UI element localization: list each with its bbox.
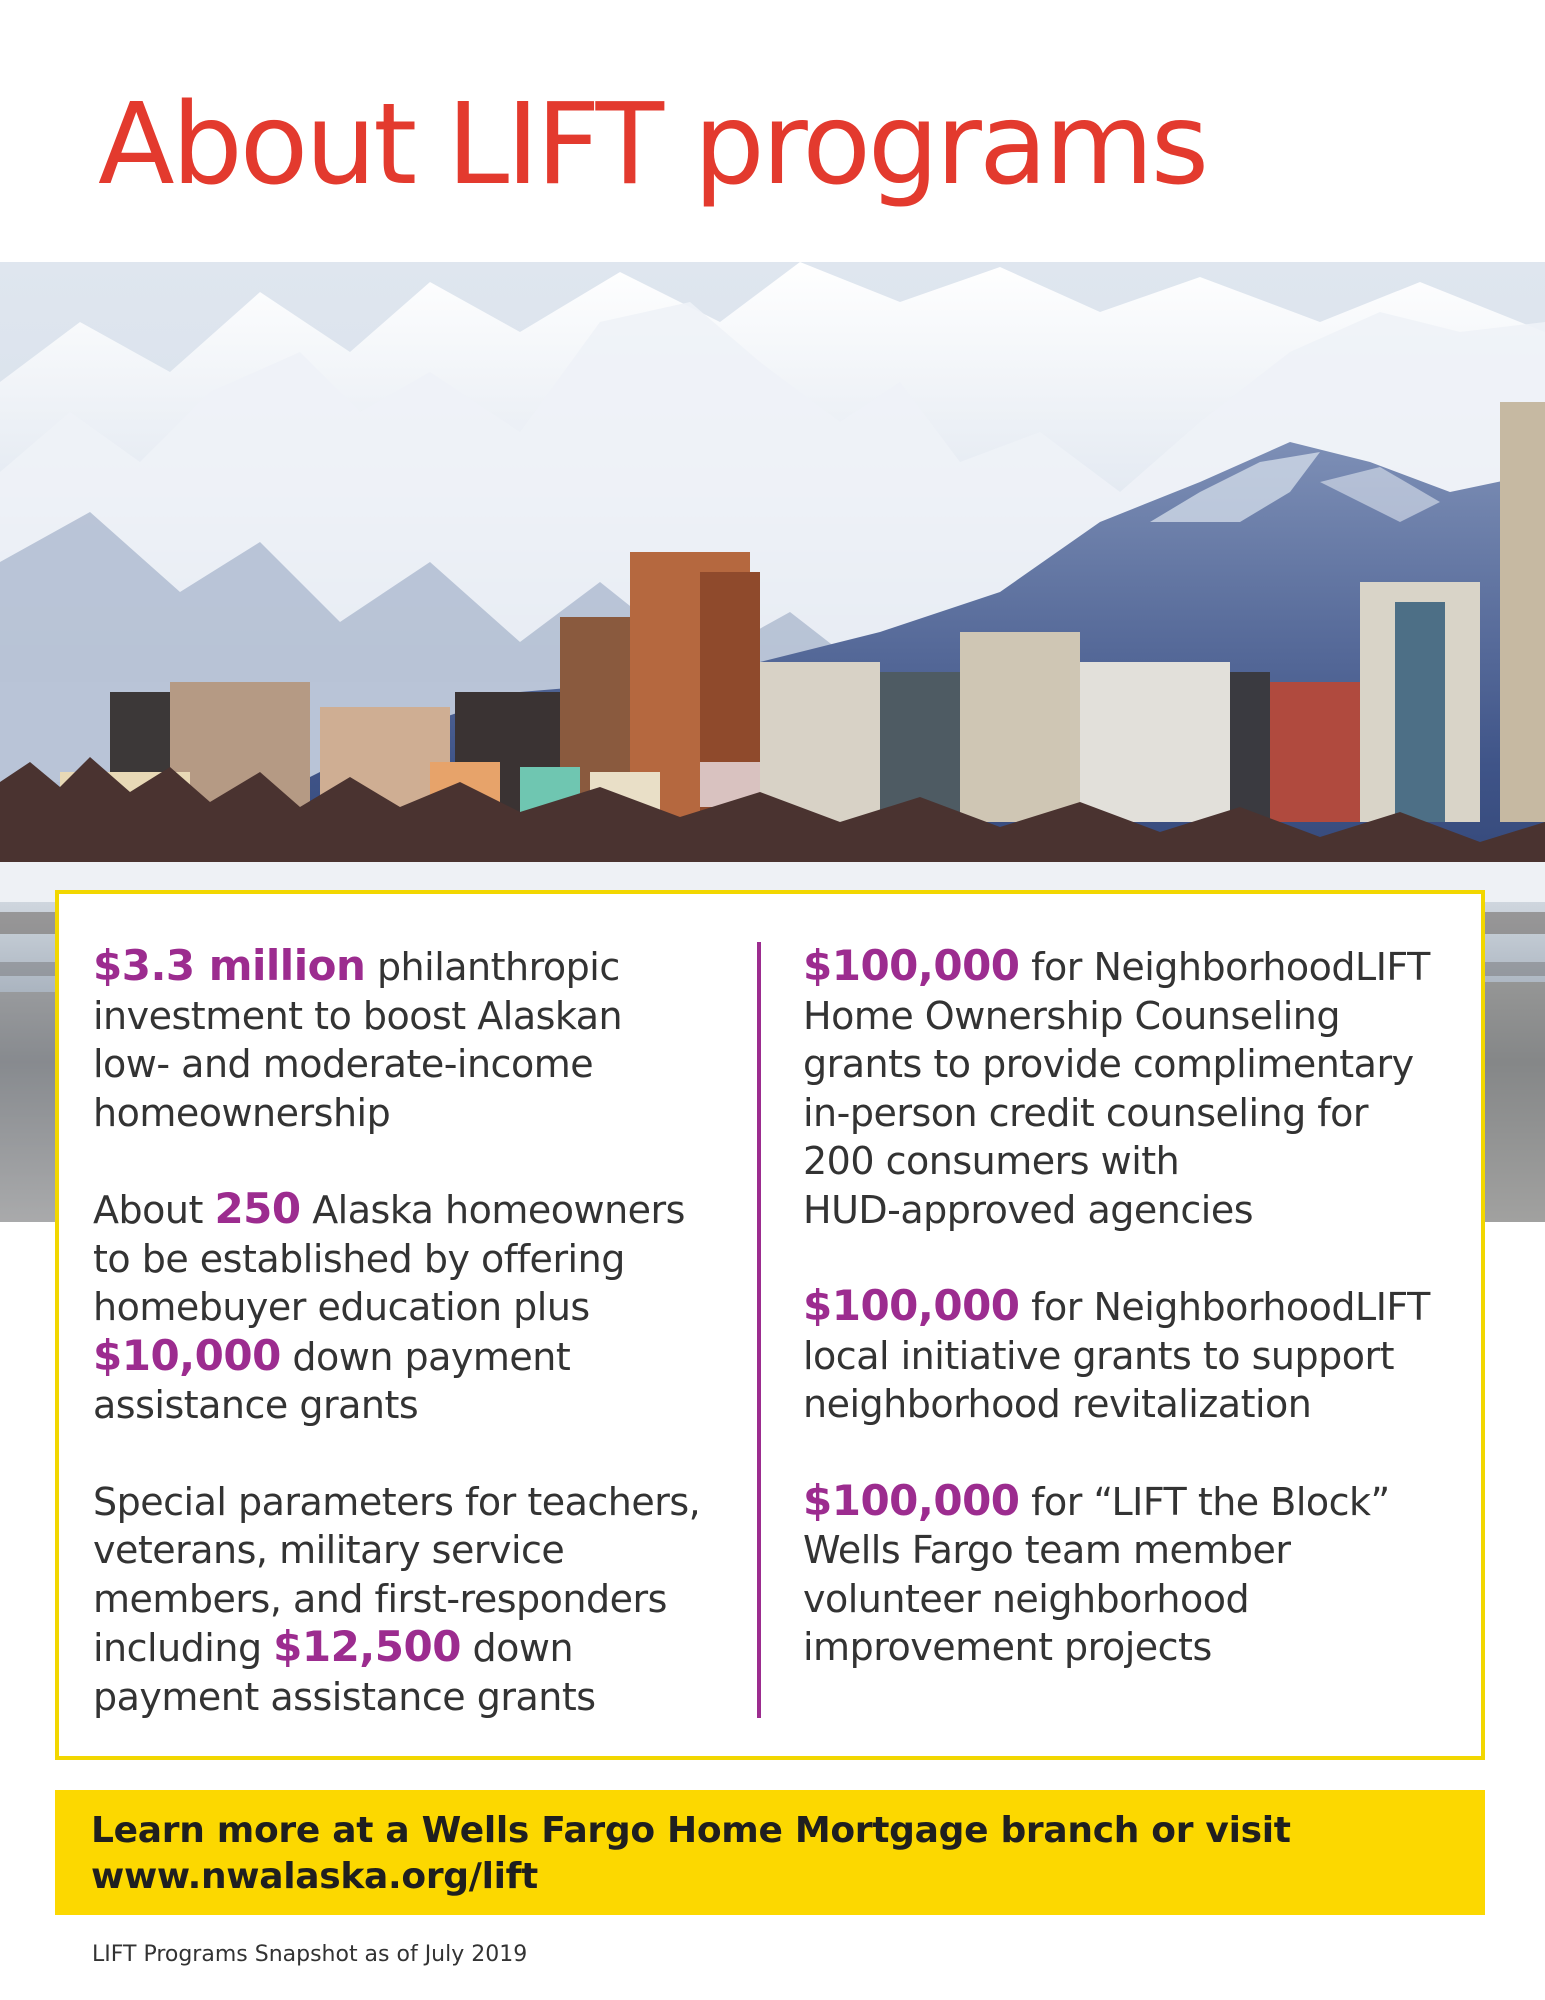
fact-special-parameters: Special parameters for teachers, veterans, military service members, and first-responders including $12,500 down payment assistance grants (93, 1479, 701, 1719)
highlight-count: 250 (214, 1184, 301, 1233)
page-title: About LIFT programs (98, 80, 1207, 210)
highlight-amount: $12,500 (273, 1622, 461, 1671)
highlight-amount: $10,000 (93, 1330, 281, 1380)
highlight-amount: $100,000 (803, 1475, 1020, 1525)
fact-lift-the-block: $100,000 for “LIFT the Block” Wells Fargo team member volunteer neighborhood improvement projects (803, 1475, 1390, 1669)
left-column (93, 942, 753, 1769)
column-divider (757, 942, 761, 1718)
cta-website-link[interactable]: www.nwalaska.org/lift (91, 1856, 538, 1897)
cta-text: Learn more at a Wells Fargo Home Mortgage branch or visit (91, 1810, 1291, 1851)
fact-local-initiative-grants: $100,000 for NeighborhoodLIFT local initiative grants to support neighborhood revitalization (803, 1281, 1430, 1426)
program-facts-box (55, 890, 1485, 1760)
call-to-action-banner (55, 1790, 1485, 1915)
highlight-amount: $100,000 (803, 1281, 1020, 1330)
fact-alaska-homeowners: About 250 Alaska homeowners to be established by offering homebuyer education plus $10,000 down payment assistance grants (93, 1184, 685, 1427)
fact-counseling-grants: $100,000 for NeighborhoodLIFT Home Ownership Counseling grants to provide complimentary in-person credit counseling for 200 consumers with HUD-approved agencies (803, 941, 1430, 1232)
snapshot-footnote: LIFT Programs Snapshot as of July 2019 (92, 1942, 528, 1967)
fact-philanthropic-investment: $3.3 million philanthropic investment to boost Alaskan low- and moderate-income homeownership (93, 941, 623, 1135)
highlight-amount: $100,000 (803, 941, 1020, 990)
highlight-amount: $3.3 million (93, 941, 366, 990)
right-column (803, 942, 1469, 1720)
